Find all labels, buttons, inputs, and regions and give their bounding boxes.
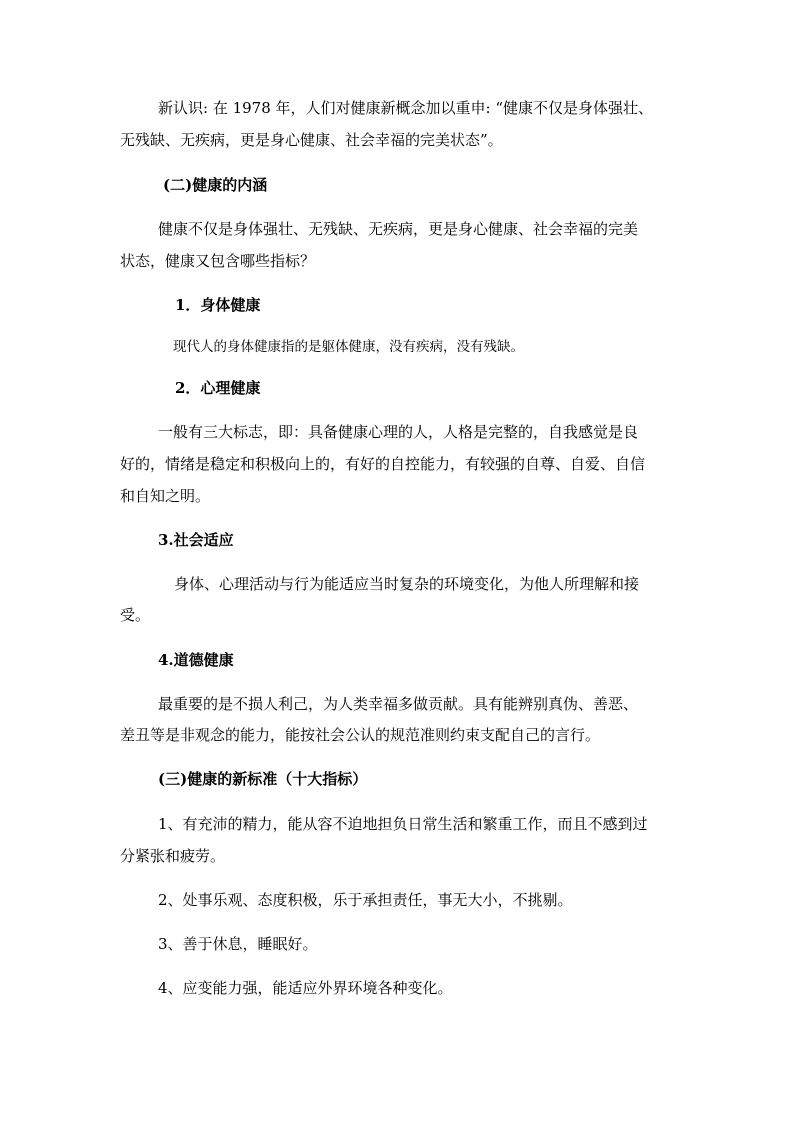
- moral-health-line-2: 差丑等是非观念的能力，能按社会公认的规范准则约束支配自己的言行。: [120, 726, 601, 744]
- section-heading-new-standards: (三)健康的新标准（十大指标）: [158, 770, 368, 788]
- mental-health-line-1: 一般有三大标志，即：具备健康心理的人，人格是完整的，自我感觉是良: [158, 423, 639, 441]
- mental-health-line-2: 好的，情绪是稳定和积极向上的，有好的自控能力，有较强的自尊、自爱、自信: [120, 455, 646, 473]
- mental-health-line-3: 和自知之明。: [120, 487, 211, 505]
- standard-1-line-2: 分紧张和疲劳。: [120, 847, 226, 865]
- connotation-para-line-1: 健康不仅是身体强壮、无残缺、无疾病，更是身心健康、社会幸福的完美: [158, 220, 639, 238]
- social-adaptation-line-1: 身体、心理活动与行为能适应当时复杂的环境变化，为他人所理解和接: [174, 575, 640, 593]
- connotation-para-line-2: 状态，健康又包含哪些指标？: [120, 252, 316, 270]
- item-heading-mental-health: 2．心理健康: [175, 379, 261, 397]
- standard-3: 3、善于休息，睡眠好。: [158, 935, 318, 953]
- section-heading-connotation: (二)健康的内涵: [163, 176, 268, 194]
- intro-line-2: 无残缺、无疾病，更是身心健康、社会幸福的完美状态”。: [120, 131, 503, 149]
- item-heading-physical-health: 1．身体健康: [175, 296, 261, 314]
- item-heading-social-adaptation: 3.社会适应: [158, 531, 234, 549]
- standard-4: 4、应变能力强，能适应外界环境各种变化。: [158, 979, 453, 997]
- moral-health-line-1: 最重要的是不损人利己，为人类幸福多做贡献。具有能辨别真伪、善恶、: [158, 695, 639, 713]
- physical-health-text: 现代人的身体健康指的是躯体健康，没有疾病，没有残缺。: [173, 339, 524, 355]
- standard-2: 2、处事乐观、态度积极，乐于承担责任，事无大小，不挑剔。: [158, 891, 573, 909]
- intro-line-1: 新认识: 在 1978 年，人们对健康新概念加以重申: “健康不仅是身体强壮、: [158, 99, 654, 117]
- social-adaptation-line-2: 受。: [120, 606, 151, 624]
- item-heading-moral-health: 4.道德健康: [158, 651, 234, 669]
- standard-1-line-1: 1、有充沛的精力，能从容不迫地担负日常生活和繁重工作，而且不感到过: [158, 815, 648, 833]
